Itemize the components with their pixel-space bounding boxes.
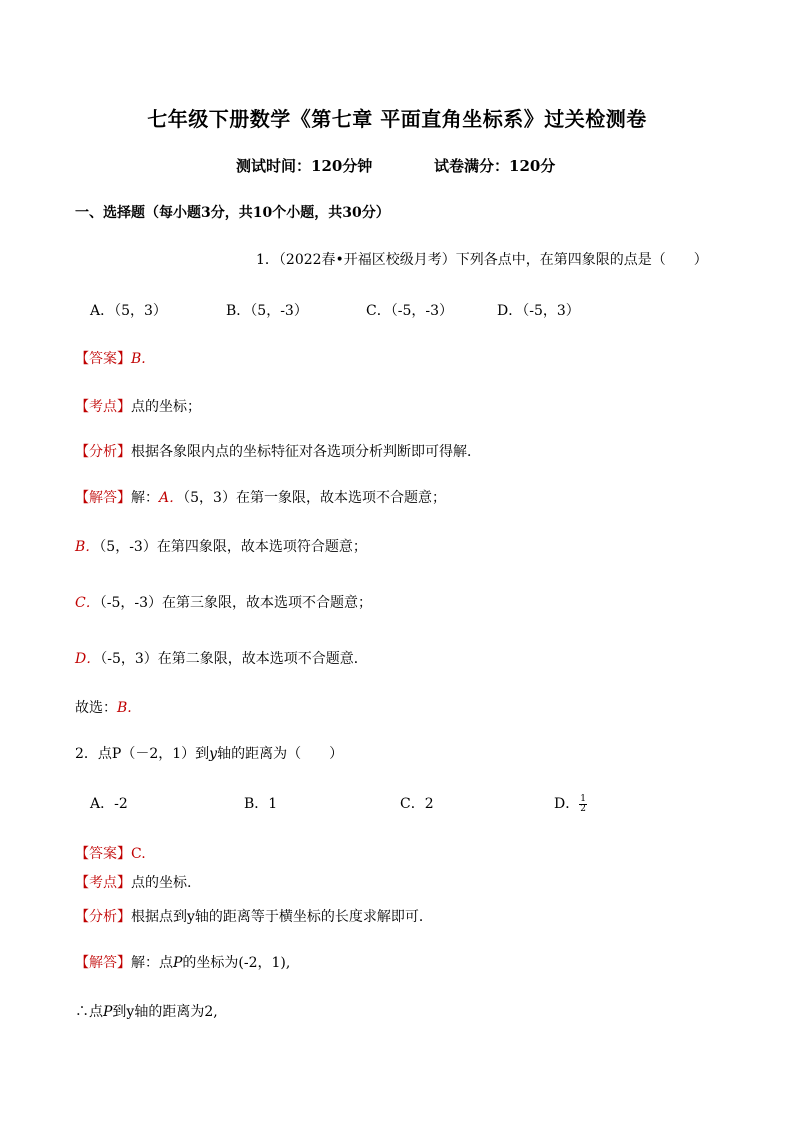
kaodian-tag: 【考点】 [75,875,131,891]
question-1-stem: 1．（2022春•开福区校级月考）下列各点中，在第四象限的点是（ ） [256,252,708,268]
q2-therefore [75,1001,218,1021]
therefore-post: 到y轴的距离为2, [112,1004,218,1020]
q2-jieda [75,952,290,972]
q1-option-a: A．（5，3） [90,303,167,319]
choice-value: B. [117,700,132,716]
q1-line-c [75,592,372,612]
kaodian-tag: 【考点】 [75,399,131,415]
fenxi-tag: 【分析】 [75,444,131,460]
q2-option-d [554,793,587,814]
kaodian-text: 点的坐标. [131,875,192,891]
line-d-text: （-5，3）在第二象限，故本选项不合题意． [100,651,368,667]
jieda-a-text: （5，3）在第一象限，故本选项不合题意； [183,490,446,506]
q1-option-b: B．（5，-3） [226,303,308,319]
therefore-p: P [103,1004,113,1020]
q1-kaodian [75,396,201,416]
line-c-letter: C． [75,595,100,611]
q2-option-b: B．1 [244,796,278,812]
jieda-tag: 【解答】 [75,490,131,506]
kaodian-text: 点的坐标； [131,399,201,415]
answer-value: B. [131,351,146,367]
therefore-pre: ∴点 [75,1004,103,1020]
fenxi-text: 根据各象限内点的坐标特征对各选项分析判断即可得解． [131,444,481,460]
page-title: 七年级下册数学《第七章 平面直角坐标系》过关检测卷 [147,107,647,131]
full-score: 试卷满分：120分 [434,157,556,175]
q1-choice [75,697,132,717]
line-d-letter: D． [75,651,101,667]
jieda-tag: 【解答】 [75,955,131,971]
jieda-a-letter: A． [159,490,184,506]
q2-stem-pre: 2．点P（－2，1）到 [75,746,210,762]
q2-answer [75,843,146,863]
q2-fenxi [75,906,433,926]
fraction-numerator: 1 [580,793,586,804]
jieda-post: 的坐标为(-2，1), [182,955,291,971]
answer-tag: 【答案】 [75,351,131,367]
q1-line-b [75,536,367,556]
q2-option-a: A．-2 [90,796,128,812]
choice-label: 故选： [75,700,117,716]
answer-value: C. [131,846,146,862]
q2-kaodian [75,872,191,892]
q1-line-d [75,648,368,668]
line-b-text: （5，-3）在第四象限，故本选项符合题意； [99,539,367,555]
q1-option-c: C．（-5，-3） [366,303,453,319]
jieda-prefix: 解： [131,490,159,506]
q1-option-d: D．（-5，3） [497,303,580,319]
question-2-stem [75,743,343,763]
fenxi-text: 根据点到y轴的距离等于横坐标的长度求解即可． [131,909,433,925]
jieda-p: P [173,955,183,971]
section-heading: 一、选择题（每小题3分，共10个小题，共30分） [75,205,390,221]
jieda-pre: 解：点 [131,955,173,971]
q1-fenxi [75,441,481,461]
fraction-denominator: 2 [580,803,586,814]
q1-answer [75,348,146,368]
line-c-text: （-5，-3）在第三象限，故本选项不合题意； [99,595,372,611]
q2-stem-post: 轴的距离为（ ） [217,746,344,762]
answer-tag: 【答案】 [75,846,131,862]
test-time: 测试时间：120分钟 [236,157,373,175]
q2-option-d-label: D． [554,796,580,812]
q2-option-c: C．2 [400,796,434,812]
line-b-letter: B． [75,539,100,555]
q1-jieda [75,487,446,507]
fraction-one-half [579,795,587,814]
q2-stem-y: y [209,746,218,762]
fenxi-tag: 【分析】 [75,909,131,925]
